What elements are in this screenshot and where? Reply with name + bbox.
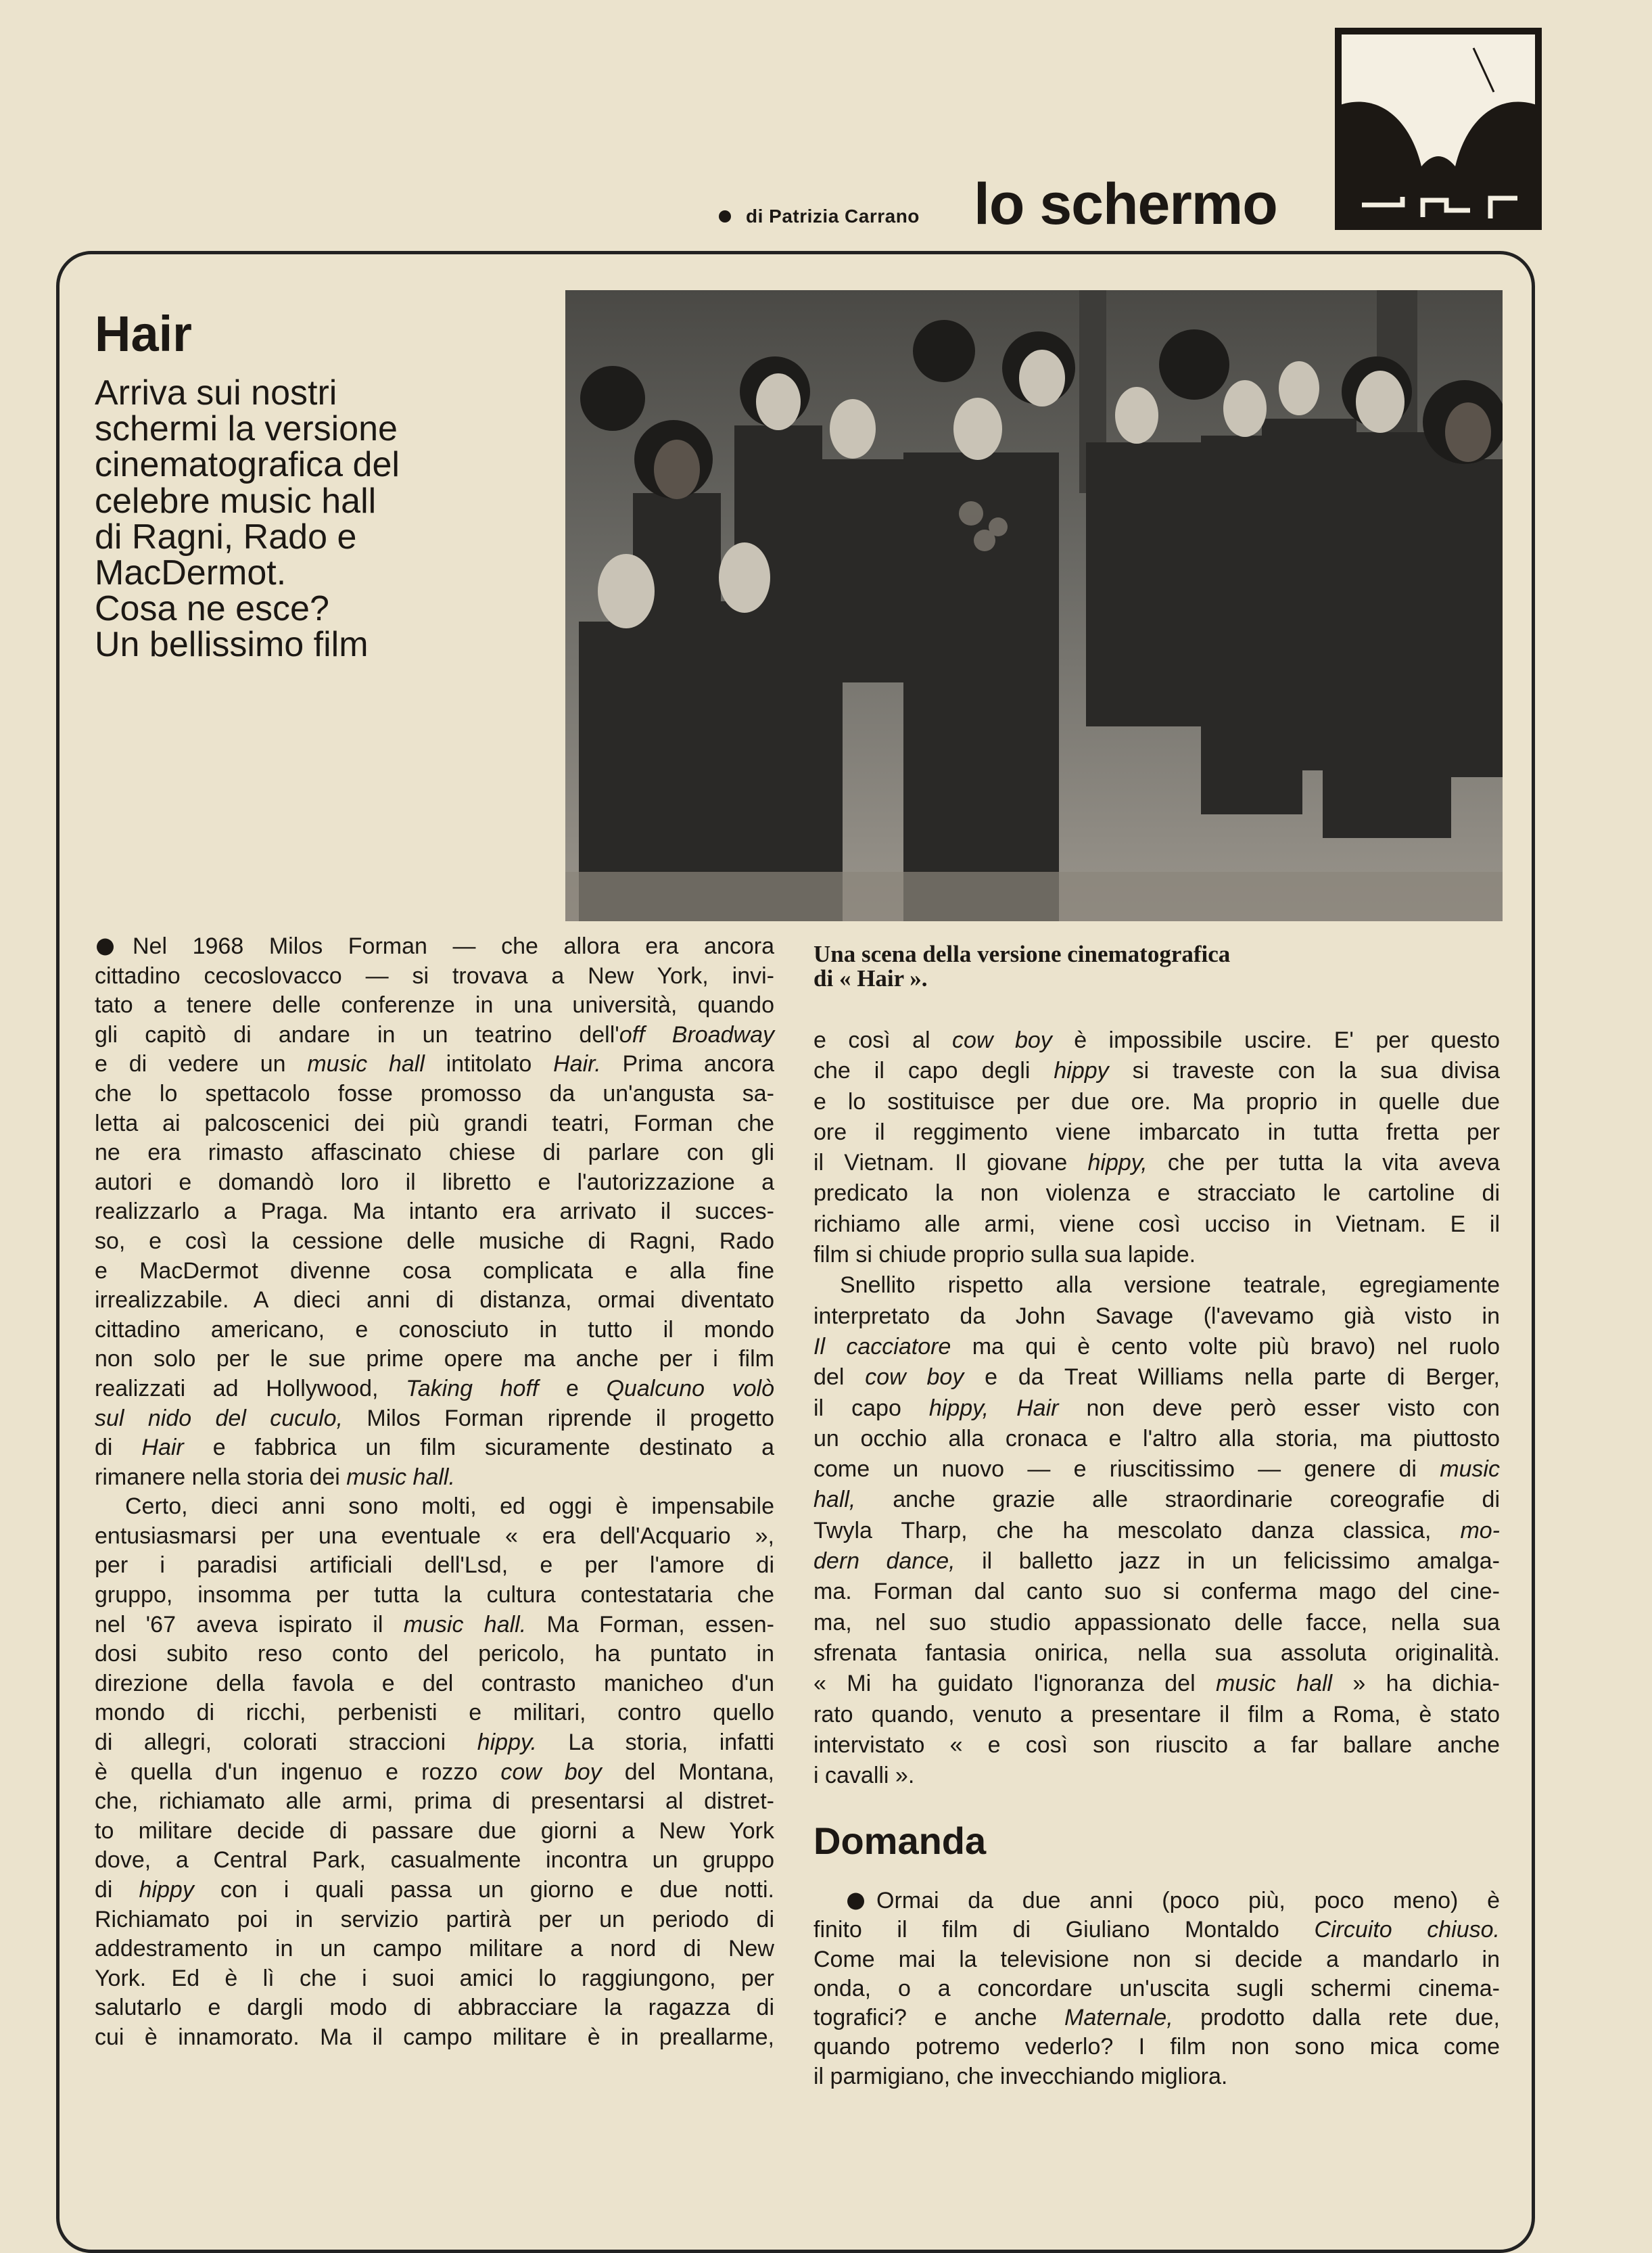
text-run: di allegri, colorati straccioni	[95, 1729, 477, 1756]
text-run: cittadino cecoslovacco — si trovava a New York, invi-	[95, 962, 774, 989]
text-line	[95, 1433, 774, 1463]
article-body-right-column	[813, 1025, 1500, 1791]
text-line	[95, 1581, 774, 1610]
text-line	[813, 1886, 1500, 1915]
italic-text-run: dern dance,	[813, 1548, 955, 1575]
text-line	[95, 1138, 774, 1168]
caption-line: Una scena della versione cinematografica	[813, 941, 1231, 967]
question-body	[813, 1886, 1500, 2091]
text-line	[813, 1516, 1500, 1546]
italic-text-run: Maternale,	[1064, 2005, 1173, 2031]
text-line	[95, 932, 774, 962]
text-run: » ha dichia-	[1332, 1671, 1500, 1697]
text-line	[95, 1404, 774, 1434]
text-run: quando potremo vederlo? I film non sono mica come	[813, 2034, 1500, 2060]
text-line	[95, 1934, 774, 1964]
italic-text-run: music hall	[1216, 1671, 1333, 1697]
text-run: intervistato « e così son riuscito a far ballare anche	[813, 1732, 1500, 1758]
film-still-photo	[565, 290, 1503, 921]
italic-text-run: mo-	[1460, 1517, 1500, 1543]
text-line	[813, 1301, 1500, 1332]
text-line	[95, 962, 774, 992]
text-line	[95, 1522, 774, 1552]
text-run: realizzati ad Hollywood,	[95, 1375, 406, 1401]
italic-text-run: Hair.	[553, 1051, 601, 1077]
text-run: ore il reggimento viene imbarcato in tutta fretta per	[813, 1119, 1500, 1145]
text-line	[95, 1846, 774, 1876]
text-line	[95, 1905, 774, 1935]
text-run: i cavalli ».	[813, 1763, 915, 1789]
italic-text-run: hippy	[139, 1877, 194, 1903]
text-run: e MacDermot divenne cosa complicata e alla fine	[95, 1257, 774, 1284]
section-title: lo schermo	[974, 172, 1277, 237]
subtitle-line: MacDermot.	[95, 553, 287, 593]
text-run: di	[95, 1435, 142, 1461]
text-run: il capo	[813, 1395, 929, 1421]
subtitle-line: Arriva sui nostri	[95, 373, 337, 413]
italic-text-run: music hall.	[403, 1611, 527, 1638]
text-run: come un nuovo — e riuscitissimo — genere di	[813, 1456, 1440, 1483]
text-line	[813, 1393, 1500, 1424]
article-subtitle	[95, 375, 541, 664]
text-run: e fabbrica un film sicuramente destinato a	[183, 1435, 774, 1461]
italic-text-run: Circuito chiuso.	[1314, 1917, 1501, 1943]
text-line	[95, 1168, 774, 1198]
text-run: so, e così la cessione delle musiche di Ragni, Rado	[95, 1228, 774, 1254]
italic-text-run: Hair	[141, 1435, 184, 1461]
text-line	[813, 2062, 1500, 2091]
italic-text-run: Il cacciatore	[813, 1333, 951, 1360]
caption-line: di « Hair ».	[813, 965, 928, 992]
text-line	[95, 1964, 774, 1994]
text-line	[813, 1546, 1500, 1577]
text-line	[95, 1316, 774, 1345]
italic-text-run: sul nido del cuculo,	[95, 1405, 343, 1431]
text-line	[95, 991, 774, 1021]
text-line	[813, 1945, 1500, 1974]
text-run: nel '67 aveva ispirato il	[95, 1611, 404, 1638]
italic-text-run: hippy,	[1087, 1150, 1148, 1176]
text-line	[813, 1332, 1500, 1362]
text-run: prodotto dalla rete due,	[1173, 2005, 1500, 2031]
text-run: è quella d'un ingenuo e rozzo	[95, 1759, 501, 1785]
text-line	[813, 1178, 1500, 1209]
text-line	[813, 1915, 1500, 1945]
text-line	[813, 1270, 1500, 1301]
text-run: e di vedere un	[95, 1051, 308, 1077]
photo-caption	[813, 942, 1422, 991]
bullet-icon	[97, 938, 114, 955]
italic-text-run: hippy, Hair	[928, 1395, 1059, 1421]
text-run: che per tutta la vita aveva	[1147, 1150, 1500, 1176]
text-run: film si chiude proprio sulla sua lapide.	[813, 1242, 1196, 1268]
text-run: Certo, dieci anni sono molti, ed oggi è impensabile	[125, 1493, 774, 1520]
text-line	[813, 1424, 1500, 1454]
text-run: Richiamato poi in servizio partirà per un periodo di	[95, 1906, 774, 1932]
text-run: La storia, infatti	[536, 1729, 774, 1756]
bullet-icon	[719, 210, 731, 223]
text-line	[95, 1728, 774, 1758]
text-run: del Montana,	[601, 1759, 774, 1785]
text-line	[95, 1109, 774, 1139]
text-line	[813, 1577, 1500, 1607]
text-run: ma qui è cento volte più bravo) nel ruolo	[951, 1333, 1500, 1360]
text-run: e così al	[813, 1027, 953, 1053]
text-run: Ormai da due anni (poco più, poco meno) è	[876, 1888, 1500, 1913]
text-run: ne era rimasto affascinato chiese di parlare con gli	[95, 1140, 774, 1166]
italic-text-run: cow boy	[500, 1759, 602, 1785]
text-line	[813, 1454, 1500, 1485]
text-line	[95, 1758, 774, 1788]
text-run: gli capitò di andare in un teatrino dell'	[95, 1021, 619, 1048]
text-run: Prima ancora	[600, 1051, 775, 1077]
text-line	[95, 1257, 774, 1286]
text-line	[95, 1787, 774, 1817]
text-run: con i quali passa un giorno e due notti.	[193, 1877, 774, 1903]
text-run: e da Treat Williams nella parte di Berger,	[964, 1364, 1501, 1391]
text-line	[95, 1492, 774, 1522]
subtitle-line: schermi la versione	[95, 409, 398, 449]
text-line	[95, 1698, 774, 1728]
italic-text-run: cow boy	[952, 1027, 1052, 1053]
subtitle-line: celebre music hall	[95, 481, 377, 521]
text-run: salutarlo e dargli modo di abbracciare la ragazza di	[95, 1995, 774, 2021]
italic-text-run: music hall	[307, 1051, 425, 1077]
text-run: del	[813, 1364, 866, 1391]
text-line	[95, 1610, 774, 1640]
text-run: irrealizzabile. A dieci anni di distanza, ormai diventato	[95, 1287, 774, 1314]
text-line	[813, 1974, 1500, 2003]
text-line	[813, 1761, 1500, 1791]
text-run: di	[95, 1877, 139, 1903]
italic-text-run: Taking hoff	[406, 1375, 539, 1401]
text-run: « Mi ha guidato l'ignoranza del	[813, 1671, 1216, 1697]
text-line	[813, 1608, 1500, 1638]
text-line	[95, 1050, 774, 1079]
text-run: Twyla Tharp, che ha mescolato danza classica,	[813, 1517, 1461, 1543]
text-run: dove, a Central Park, casualmente incontra un gruppo	[95, 1847, 774, 1874]
author-name: di Patrizia Carrano	[746, 206, 920, 227]
text-run: cui è innamorato. Ma il campo militare è in preallarme,	[95, 2024, 774, 2050]
text-line	[813, 2033, 1500, 2062]
text-line	[95, 1079, 774, 1109]
subtitle-line: di Ragni, Rado e	[95, 517, 357, 557]
text-run: letta ai palcoscenici dei più grandi teatri, Forman che	[95, 1110, 774, 1136]
text-run: tato a tenere delle conferenze in una università, quando	[95, 992, 774, 1019]
text-run: che lo spettacolo fosse promosso da un'angusta sa-	[95, 1080, 774, 1107]
italic-text-run: off Broadway	[619, 1021, 774, 1048]
text-line	[813, 1209, 1500, 1240]
text-line	[813, 1700, 1500, 1730]
text-run: realizzarlo a Praga. Ma intanto era arrivato il succes-	[95, 1199, 774, 1225]
text-line	[813, 1638, 1500, 1669]
text-run: autori e domandò loro il libretto e l'autorizzazione a	[95, 1169, 774, 1195]
subtitle-line: Cosa ne esce?	[95, 589, 329, 629]
text-run: un occhio alla cronaca e l'altro alla storia, ma piuttosto	[813, 1425, 1500, 1451]
text-run: mondo di ricchi, perbenisti e militari, contro quello	[95, 1700, 774, 1726]
text-line	[813, 1148, 1500, 1178]
text-run: e	[538, 1375, 607, 1401]
text-run: anche grazie alle straordinarie coreografie di	[855, 1487, 1500, 1513]
text-line	[95, 1993, 774, 2023]
text-run: intitolato	[424, 1051, 554, 1077]
text-run: rato quando, venuto a presentare il film a Roma, è stato	[813, 1701, 1500, 1727]
question-heading: Domanda	[813, 1819, 987, 1862]
text-line	[95, 1286, 774, 1316]
text-run: dosi subito reso conto del pericolo, ha puntato in	[95, 1641, 774, 1667]
text-run: predicato la non violenza e stracciato le cartoline di	[813, 1180, 1500, 1207]
subtitle-line: cinematografica del	[95, 445, 400, 485]
italic-text-run: hippy	[1054, 1058, 1109, 1084]
text-run: per i paradisi artificiali dell'Lsd, e per l'amore di	[95, 1552, 774, 1579]
text-run: non solo per le sue prime opere ma anche per i film	[95, 1346, 774, 1372]
italic-text-run: hall,	[813, 1487, 856, 1513]
text-run: Ma Forman, essen-	[526, 1611, 774, 1638]
bullet-icon	[847, 1892, 864, 1909]
text-run: il Vietnam. Il giovane	[813, 1150, 1088, 1176]
text-run: e lo sostituisce per due ore. Ma proprio in quelle due	[813, 1088, 1500, 1115]
text-run: Snellito rispetto alla versione teatrale, egregiamente	[840, 1272, 1500, 1299]
text-run: addestramento in un campo militare a nord di New	[95, 1936, 774, 1962]
cinema-screen-logo-icon	[1335, 28, 1542, 230]
text-run: si traveste con la sua divisa	[1108, 1058, 1500, 1084]
text-line	[813, 1056, 1500, 1086]
italic-text-run: Qualcuno volò	[606, 1375, 774, 1401]
text-run: ma. Forman dal canto suo si conferma mago del cine-	[813, 1579, 1500, 1605]
text-run: Come mai la televisione non si decide a mandarlo in	[813, 1946, 1500, 1972]
text-line	[95, 1463, 774, 1493]
italic-text-run: music hall.	[346, 1464, 455, 1490]
text-line	[813, 1025, 1500, 1056]
text-line	[813, 1117, 1500, 1148]
text-line	[813, 1669, 1500, 1699]
text-run: sfrenata fantasia onirica, nella sua assoluta originalità.	[813, 1640, 1500, 1666]
text-run: il balletto jazz in un felicissimo amalga-	[955, 1548, 1500, 1575]
italic-text-run: music	[1440, 1456, 1500, 1483]
text-run: Nel 1968 Milos Forman — che allora era ancora	[133, 933, 774, 959]
text-line	[813, 1730, 1500, 1761]
article-body-left-column	[95, 932, 774, 2053]
text-run: Milos Forman riprende il progetto	[343, 1405, 775, 1431]
italic-text-run: cow boy	[865, 1364, 964, 1391]
subtitle-line: Un bellissimo film	[95, 625, 369, 665]
text-run: onda, o a concordare un'uscita sugli schermi cinema-	[813, 1975, 1500, 2001]
text-line	[95, 2023, 774, 2053]
text-line	[95, 1551, 774, 1581]
text-line	[95, 1227, 774, 1257]
article-title: Hair	[95, 306, 192, 362]
text-run: tografici? e anche	[813, 2005, 1064, 2031]
text-run: gruppo, insomma per tutta la cultura contestataria che	[95, 1582, 774, 1608]
text-run: è impossibile uscire. E' per questo	[1052, 1027, 1500, 1053]
text-line	[813, 1087, 1500, 1117]
text-line	[95, 1197, 774, 1227]
text-run: rimanere nella storia dei	[95, 1464, 347, 1490]
text-run: finito il film di Giuliano Montaldo	[813, 1917, 1315, 1943]
text-run: interpretato da John Savage (l'avevamo già visto in	[813, 1303, 1500, 1329]
text-line	[95, 1669, 774, 1699]
text-line	[95, 1345, 774, 1374]
text-line	[95, 1374, 774, 1404]
text-run: entusiasmarsi per una eventuale « era dell'Acquario »,	[95, 1523, 774, 1549]
text-run: direzione della favola e del contrasto manicheo d'un	[95, 1670, 774, 1696]
text-line	[95, 1640, 774, 1669]
text-run: che il capo degli	[813, 1058, 1054, 1084]
text-run: non deve però esser visto con	[1058, 1395, 1500, 1421]
text-line	[95, 1876, 774, 1905]
text-run: richiamo alle armi, viene così ucciso in Vietnam. E il	[813, 1211, 1500, 1237]
text-run: cittadino americano, e conosciuto in tutto il mondo	[95, 1316, 774, 1343]
text-line	[813, 1485, 1500, 1515]
text-line	[95, 1817, 774, 1846]
text-run: il parmigiano, che invecchiando migliora.	[813, 2063, 1228, 2089]
text-line	[813, 1362, 1500, 1393]
text-run: York. Ed è lì che i suoi amici lo raggiungono, per	[95, 1965, 774, 1991]
text-run: che, richiamato alle armi, prima di presentarsi al distret-	[95, 1788, 774, 1815]
byline	[719, 203, 920, 230]
text-line	[813, 2003, 1500, 2033]
text-run: to militare decide di passare due giorni a New York	[95, 1817, 774, 1844]
italic-text-run: hippy.	[477, 1729, 537, 1756]
text-line	[813, 1240, 1500, 1270]
text-line	[95, 1021, 774, 1050]
text-run: ma, nel suo studio appassionato delle facce, nella sua	[813, 1609, 1500, 1635]
